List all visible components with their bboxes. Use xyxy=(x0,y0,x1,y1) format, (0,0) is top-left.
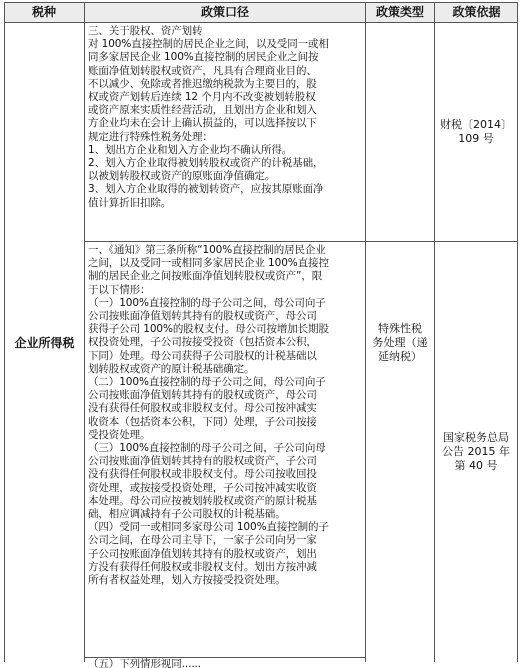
policy-type-cell: 特殊性税 务处理（递 延纳税） xyxy=(372,321,428,363)
header-tax-type: 税种 xyxy=(4,3,84,22)
policy-table xyxy=(4,2,518,668)
policy-basis-row-2: 国家税务总局 公告 2015 年 第 40 号 xyxy=(442,431,510,472)
header-policy-type: 政策类型 xyxy=(366,3,434,22)
grid-line xyxy=(84,3,85,662)
policy-text-row-1: 三、关于股权、资产划转 对 100%直接控制的居民企业之间，以及受同一或相 同多家居民企业 100%直接控制的居民企业之间按 账面净值划转股权或资产，凡具有合理商业目的、 不以减少、免除或者推迟缴纳税款为主要目的，股 权或资产划转后连续 12 个月内不改变被划转股权 或资产原来实质性经营活动，且划出方企业和划入 方企业均未在会计上确认损益的，可以选择按以下 规定进行特殊性税务处理： 1、划出方企业和划入方企业均不确认所得。 2、划入方企业取得被划转股权或资产的计税基础， 以被划转股权或资产的原账面净值确定。 3、划入方企业取得的被划转资产，应按其原账面净 值计算折旧扣除。 xyxy=(88,25,329,209)
tax-type-cell: 企业所得税 xyxy=(14,335,75,350)
header-policy-basis: 政策依据 xyxy=(435,3,518,22)
policy-basis-row-1: 财税〔2014〕 109 号 xyxy=(440,118,512,145)
header-policy: 政策口径 xyxy=(85,3,365,22)
grid-line xyxy=(517,3,518,662)
policy-text-row-2: 一、《通知》第三条所称“100%直接控制的居民企业 之间，以及受同一或相同多家居民企业 100%直接控 制的居民企业之间按账面净值划转股权或资产”，限 于以下情形： （一）100%直接控制的母子公司之间，母公司向子 公司按账面净值划转其持有的股权或资产，母公司 获得子公司 100%的股权支付。母公司按增加长期股 权投资处理，子公司按接受投资（包括资本公积， 下同）处理。母公司获得子公司股权的计税基础以 划转股权或资产的原计税基础确定。 （二）100%直接控制的母子公司之间，母公司向子 公司按账面净值划转其持有的股权或资产，母公司 没有获得任何股权或非股权支付。母公司按冲减实 收资本（包括资本公积，下同）处理，子公司按接 受投资处理。 （三）100%直接控制的母子公司之间，子公司向母 公司按账面净值划转其持有的股权或资产，子公司 没有获得任何股权或非股权支付。母公司按收回投 资处理，或按接受投资处理，子公司按冲减实收资 本处理。母公司应按被划转股权或资产的原计税基 础，相应调减持有子公司股权的计税基础。 （四）受同一或相同多家母公司 100%直接控制的子 公司之间，在母公司主导下，一家子公司向另一家 子公司按账面净值划转其持有的股权或资产，划出 方没有获得任何股权或非股权支付。划出方按冲减 所有者权益处理，划入方按接受投资处理。 xyxy=(88,244,329,587)
policy-text-row-3-partial: （五）下列情形视同...... xyxy=(88,658,202,668)
